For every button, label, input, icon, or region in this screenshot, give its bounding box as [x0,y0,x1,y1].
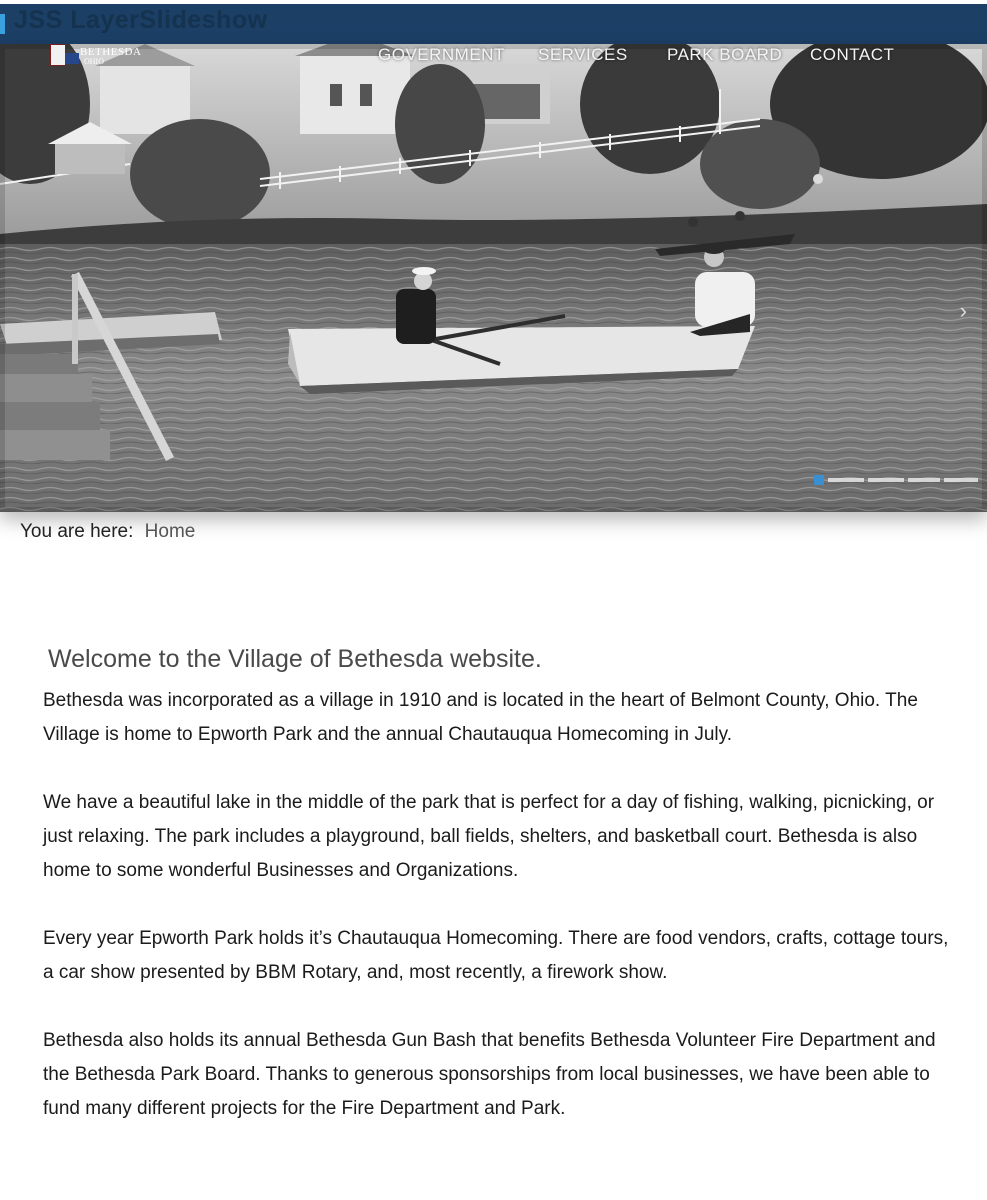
logo-sub: OHIO [84,57,104,66]
nav-item-services[interactable]: SERVICES [538,45,628,64]
nav-item-contact[interactable]: CONTACT [810,45,895,64]
paragraph-lake: We have a beautiful lake in the middle of the park that is perfect for a day of fishing, walking, picnicking, or just relaxing. The park includes a playground, ball fields, shelters, and basketball court. Bethesda is also home to some wonderful Businesses and Organizations. [43,792,935,881]
slide-photo [0,44,987,512]
nav-item-park-board[interactable]: PARK BOARD [667,45,783,64]
paragraph-intro: Bethesda was incorporated as a village in 1910 and is located in the heart of Belmont County, Ohio. The Village is home to Epworth Park and the annual Chautauqua Homecoming in July. [43,690,918,745]
accent-marker [0,14,5,34]
breadcrumb-home-link[interactable]: Home [144,521,196,542]
main-content [43,645,953,1160]
next-slide-icon[interactable]: › [959,298,967,323]
slideshow-title: JSS LayerSlideshow [14,6,268,34]
slide-dot-1[interactable] [814,475,824,485]
slide-dot-2[interactable] [828,478,864,482]
logo-name: BETHESDA [80,46,142,58]
slide-dot-5[interactable] [944,478,978,482]
slide-dot-3[interactable] [868,478,904,482]
hero-slideshow[interactable] [0,44,987,512]
nav-item-government[interactable]: GOVERNMENT [378,45,505,64]
breadcrumb [20,521,195,543]
page-title: Welcome to the Village of Bethesda website. [48,645,542,673]
paragraph-gun-bash: Bethesda also holds its annual Bethesda Gun Bash that benefits Bethesda Volunteer Fire Department and the Bethesda Park Board. Thanks to generous sponsorships from local businesses, we have been able to fund many different projects for the Fire Department and Park. [43,1030,936,1119]
breadcrumb-prefix: You are here: [20,521,134,542]
main-nav [0,44,987,66]
paragraph-homecoming: Every year Epworth Park holds it’s Chautauqua Homecoming. There are food vendors, crafts, cottage tours, a car show presented by BBM Rotary, and, most recently, a firework show. [43,928,949,983]
slide-dot-4[interactable] [908,478,940,482]
slide-indicators [814,475,982,487]
top-bar [0,4,987,44]
